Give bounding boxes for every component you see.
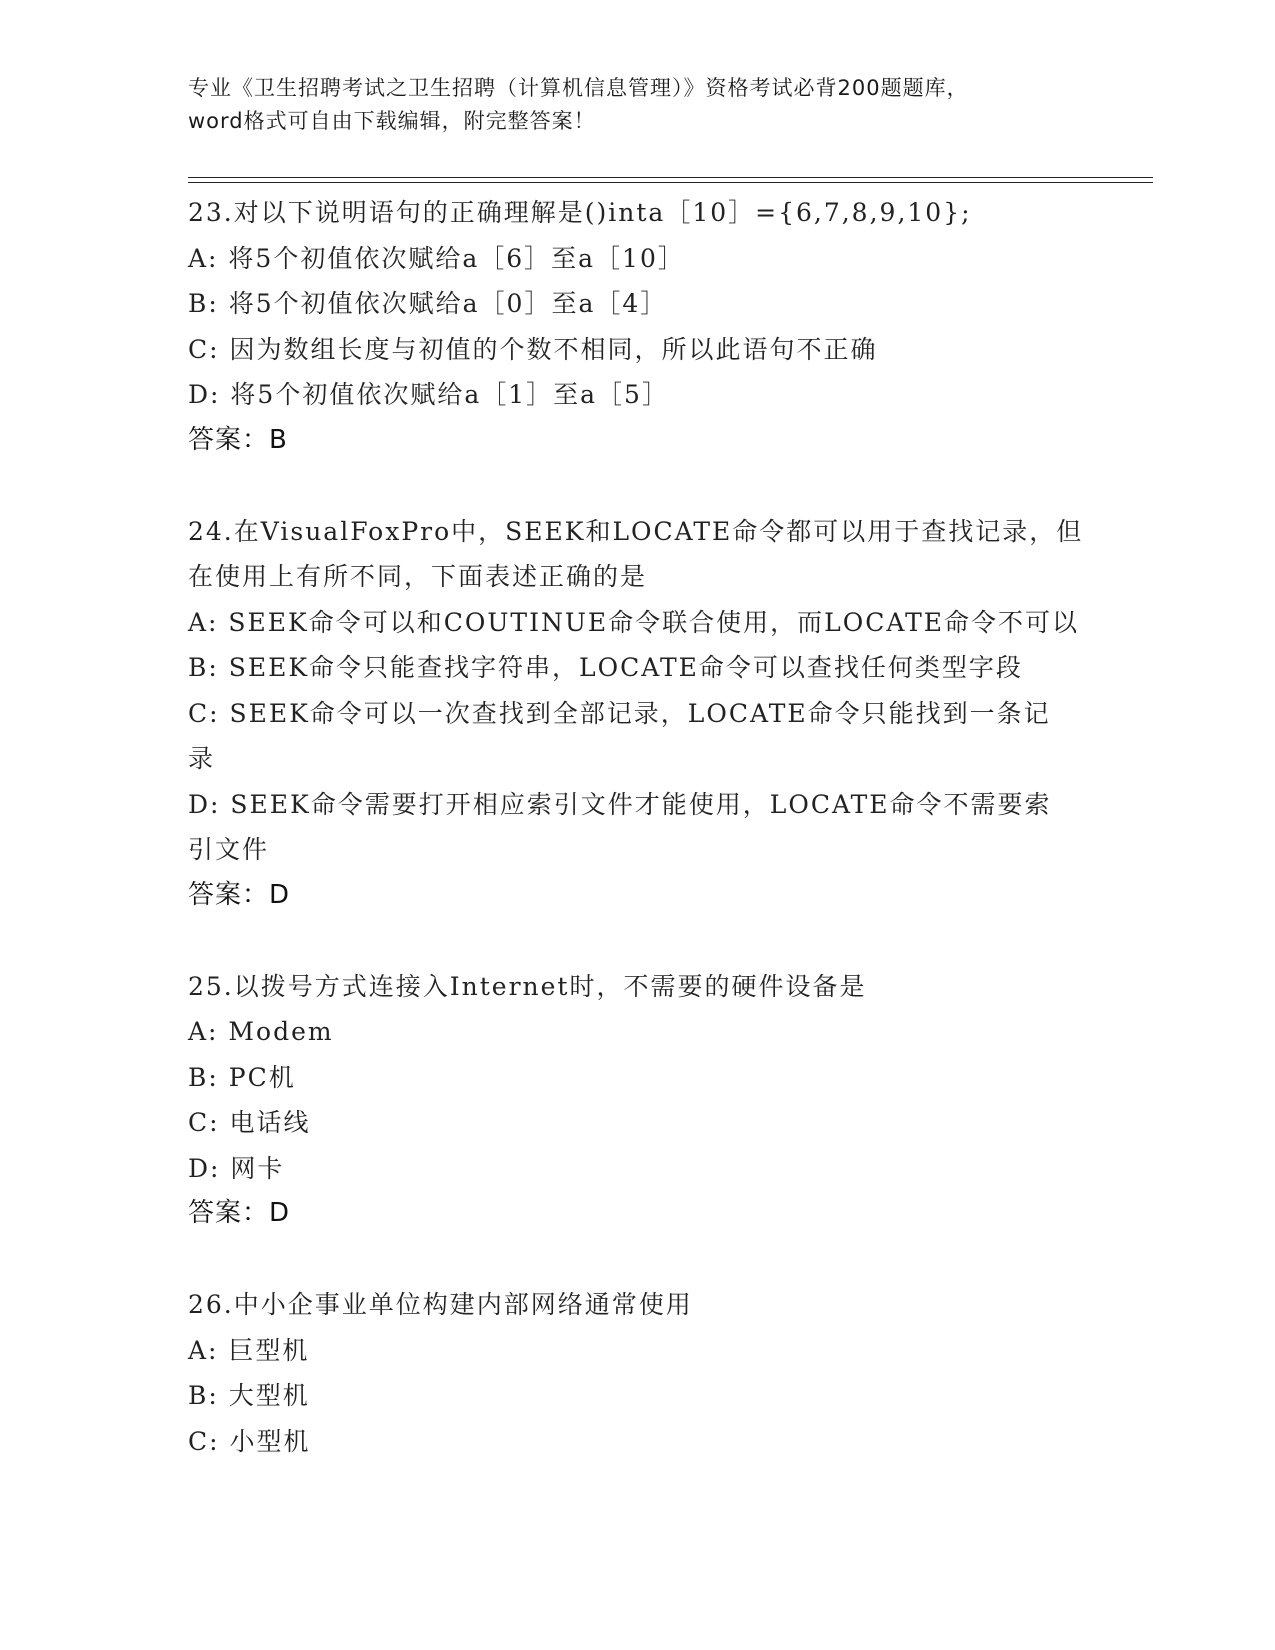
question-block [188,190,1088,463]
answer-option: B: SEEK命令只能查找字符串，LOCATE命令可以查找任何类型字段 [188,653,1023,682]
question-spacer [188,463,1088,509]
question-text: 在使用上有所不同，下面表述正确的是 [188,562,648,591]
header-rule-bottom [188,182,1153,183]
answer-option: B: 将5个初值依次赋给a［0］至a［4］ [188,289,668,318]
answer-option: A: 将5个初值依次赋给a［6］至a［10］ [188,243,685,273]
correct-answer: 答案：D [188,879,291,910]
question-spacer [188,1237,1088,1283]
question-text: 23.对以下说明语句的正确理解是()inta［10］={6,7,8,9,10}; [188,198,972,227]
correct-answer: 答案：B [188,424,288,455]
header-line-1: 专业《卫生招聘考试之卫生招聘（计算机信息管理）》资格考试必背200题题库， [188,76,969,100]
document-header [188,72,1088,138]
answer-option: C: 电话线 [188,1108,311,1137]
correct-answer: 答案：D [188,1198,291,1228]
question-spacer [188,918,1088,964]
question-text: 24.在VisualFoxPro中，SEEK和LOCATE命令都可以用于查找记录，但 [188,516,1084,546]
header-line-2: word格式可自由下载编辑，附完整答案！ [188,109,596,133]
question-block [188,509,1088,919]
answer-option: B: 大型机 [188,1381,310,1410]
question-list [188,190,1088,1464]
answer-option: 引文件 [188,835,270,864]
question-text: 25.以拨号方式连接入Internet时，不需要的硬件设备是 [188,971,867,1001]
answer-option: D: SEEK命令需要打开相应索引文件才能使用，LOCATE命令不需要索 [188,789,1052,819]
answer-option: C: SEEK命令可以一次查找到全部记录，LOCATE命令只能找到一条记 [188,698,1051,728]
question-block [188,1282,1088,1464]
answer-option: A: 巨型机 [188,1335,310,1365]
answer-option: A: Modem [188,1017,334,1046]
answer-option: A: SEEK命令可以和COUTINUE命令联合使用，而LOCATE命令不可以 [188,607,1080,637]
header-rule-top [188,177,1153,178]
answer-option: C: 因为数组长度与初值的个数不相同，所以此语句不正确 [188,334,878,364]
question-text: 26.中小企事业单位构建内部网络通常使用 [188,1290,693,1319]
answer-option: D: 将5个初值依次赋给a［1］至a［5］ [188,380,669,409]
question-block [188,964,1088,1237]
answer-option: B: PC机 [188,1062,296,1092]
answer-option: D: 网卡 [188,1153,285,1183]
answer-option: C: 小型机 [188,1426,311,1456]
answer-option: 录 [188,744,216,773]
